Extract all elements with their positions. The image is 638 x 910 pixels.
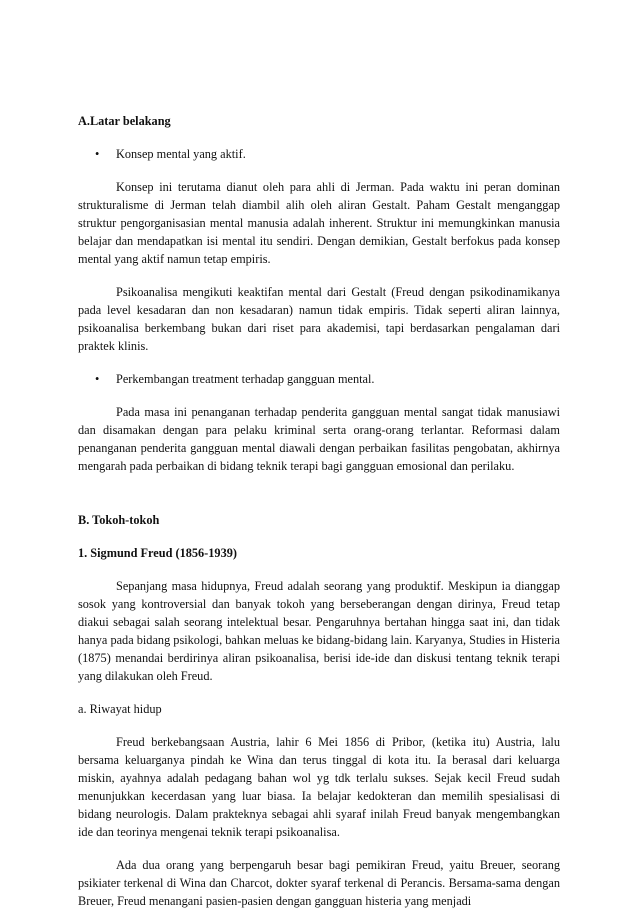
paragraph-b3: Ada dua orang yang berpengaruh besar bagi pemikiran Freud, yaitu Breuer, seorang psikiater terkenal di Wina dan Charcot, dokter syaraf terkenal di Perancis. Bersama-sama dengan Breuer, Freud menangani pasien-pasien dengan gangguan histeria yang menjadi bbox=[78, 858, 560, 908]
bullet-dot-icon: • bbox=[95, 372, 100, 386]
riwayat-heading: a. Riwayat hidup bbox=[78, 702, 162, 716]
paragraph-a2: Psikoanalisa mengikuti keaktifan mental dari Gestalt (Freud dengan psikodinamikanya pada level kesadaran dan non kesadaran) namun tidak empiris. Tidak seperti aliran lainnya, psikoanalisa berkembang bukan dari riset para akademisi, tapi berdasarkan pengalaman dari praktek klinis. bbox=[78, 285, 560, 353]
freud-subheading: 1. Sigmund Freud (1856-1939) bbox=[78, 546, 237, 560]
bullet-text-2: Perkembangan treatment terhadap gangguan mental. bbox=[116, 372, 375, 386]
section-b-heading: B. Tokoh-tokoh bbox=[78, 513, 160, 527]
bullet-dot-icon: • bbox=[95, 147, 100, 161]
bullet-item-2 bbox=[78, 370, 560, 388]
document-page bbox=[78, 0, 560, 910]
section-a-heading: A.Latar belakang bbox=[78, 114, 171, 128]
bullet-item-1 bbox=[78, 145, 560, 163]
paragraph-a1: Konsep ini terutama dianut oleh para ahli di Jerman. Pada waktu ini peran dominan strukturalisme di Jerman telah diambil alih oleh aliran Gestalt. Paham Gestalt menganggap struktur pengorganisasian mental manusia adalah inherent. Struktur ini memungkinkan manusia belajar dan mendapatkan isi mental itu sendiri. Dengan demikian, Gestalt berfokus pada konsep mental yang aktif namun tetap empiris. bbox=[78, 180, 560, 266]
bullet-text-1: Konsep mental yang aktif. bbox=[116, 147, 246, 161]
paragraph-b1: Sepanjang masa hidupnya, Freud adalah seorang yang produktif. Meskipun ia dianggap sosok yang kontroversial dan banyak tokoh yang berseberangan dengan dirinya, Freud tetap diakui sebagai salah seorang intelektual besar. Pengaruhnya bertahan hingga saat ini, dan tidak hanya pada bidang psikologi, bahkan meluas ke bidang-bidang lain. Karyanya, Studies in Histeria (1875) menandai berdirinya aliran psikoanalisa, berisi ide-ide dan diskusi tentang teknik terapi yang dilakukan oleh Freud. bbox=[78, 579, 560, 683]
paragraph-a3: Pada masa ini penanganan terhadap penderita gangguan mental sangat tidak manusiawi dan disamakan dengan para pelaku kriminal serta orang-orang terlantar. Reformasi dalam penanganan penderita gangguan mental diawali dengan perbaikan fasilitas pengobatan, akhirnya mengarah pada perbaikan di bidang teknik terapi bagi gangguan emosional dan perilaku. bbox=[78, 405, 560, 473]
paragraph-b2: Freud berkebangsaan Austria, lahir 6 Mei 1856 di Pribor, (ketika itu) Austria, lalu bersama keluarganya pindah ke Wina dan terus tinggal di kota itu. Ia berasal dari keluarga miskin, ayahnya adalah pedagang bahan wol yg tdk terlalu sukses. Sejak kecil Freud sudah menunjukkan kecerdasan yang luar biasa. Ia belajar kedokteran dan memilih spesialisasi di bidang neurologis. Dalam prakteknya sebagai ahli syaraf inilah Freud banyak mengembangkan ide dan teorinya mengenai teknik terapi psikoanalisa. bbox=[78, 735, 560, 839]
